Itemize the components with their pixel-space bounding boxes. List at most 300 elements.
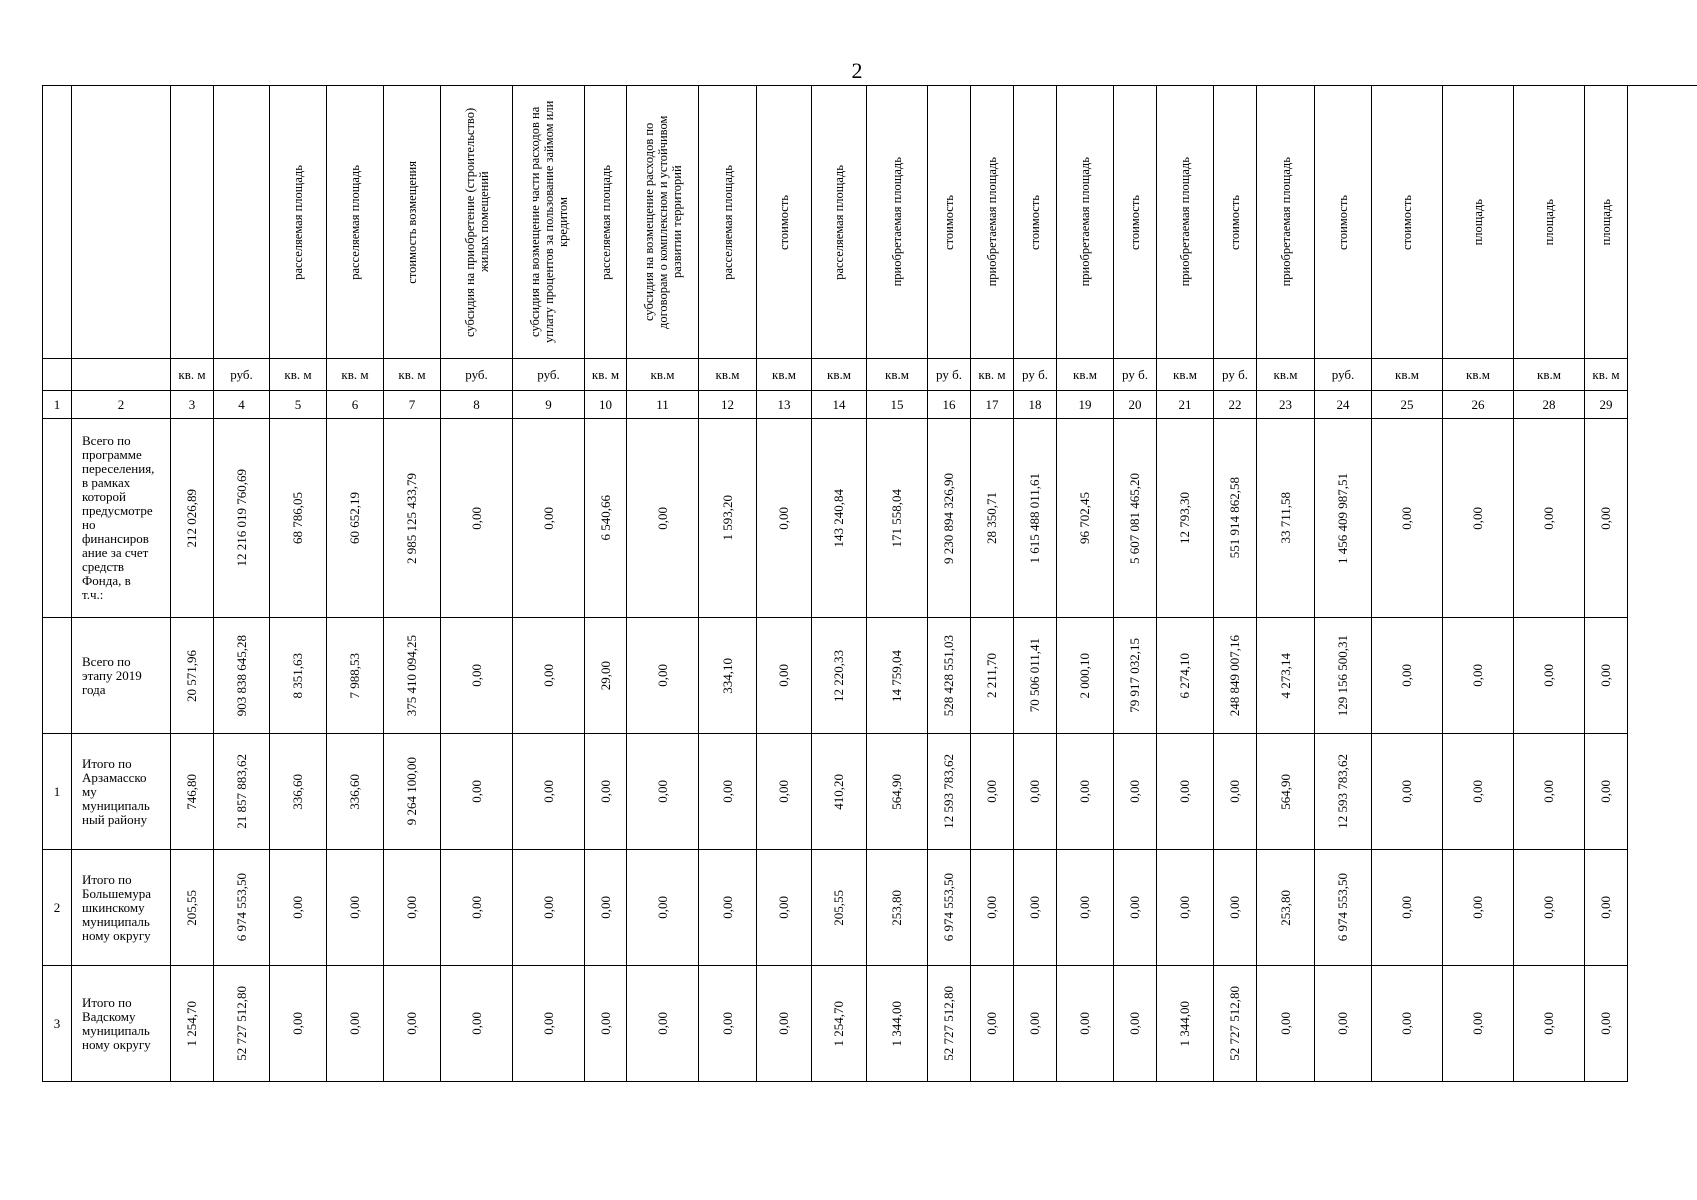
column-header-text: стоимость bbox=[777, 194, 791, 250]
value-cell bbox=[867, 966, 928, 1082]
table-row bbox=[43, 618, 1628, 734]
column-header bbox=[327, 86, 384, 359]
value-text: 0,00 bbox=[1077, 1012, 1092, 1035]
column-header bbox=[214, 86, 270, 359]
unit-cell: ру б. bbox=[928, 359, 971, 391]
column-header bbox=[699, 86, 757, 359]
column-number-cell: 3 bbox=[171, 391, 214, 419]
value-cell bbox=[1014, 734, 1057, 850]
column-header-text: расселяемая площадь bbox=[598, 164, 613, 280]
value-text: 0,00 bbox=[776, 1012, 791, 1035]
row-name-line: Итого по bbox=[82, 755, 132, 771]
value-cell bbox=[1214, 850, 1257, 966]
unit-cell: кв.м bbox=[1443, 359, 1514, 391]
value-cell bbox=[1014, 966, 1057, 1082]
value-cell bbox=[971, 850, 1014, 966]
value-cell bbox=[1157, 966, 1214, 1082]
value-cell bbox=[1257, 419, 1315, 618]
value-text: 0,00 bbox=[290, 896, 305, 919]
value-cell bbox=[971, 966, 1014, 1082]
column-header-text: приобретаемая площадь bbox=[890, 157, 904, 287]
row-name-line: этапу 2019 bbox=[82, 667, 142, 683]
value-text: 1 344,00 bbox=[889, 1000, 904, 1047]
value-text: 410,20 bbox=[831, 773, 846, 810]
column-number-cell: 16 bbox=[928, 391, 971, 419]
column-number-cell: 26 bbox=[1443, 391, 1514, 419]
value-cell bbox=[757, 966, 812, 1082]
value-text: 0,00 bbox=[1277, 1012, 1293, 1035]
row-name-line: Фонда, в bbox=[82, 573, 131, 588]
value-cell bbox=[214, 419, 270, 618]
value-text: 70 506 011,41 bbox=[1027, 638, 1042, 713]
value-text: 0,00 bbox=[1598, 780, 1613, 803]
row-name-line: в рамках bbox=[82, 475, 131, 490]
value-cell bbox=[214, 734, 270, 850]
value-text: 551 914 862,58 bbox=[1227, 477, 1242, 559]
value-text: 0,00 bbox=[1127, 1012, 1142, 1035]
value-cell bbox=[1157, 618, 1214, 734]
value-text: 0,00 bbox=[1598, 896, 1613, 919]
column-header-text: приобретаемая площадь bbox=[1078, 157, 1092, 287]
row-name-cell bbox=[72, 618, 171, 734]
value-text: 248 849 007,16 bbox=[1227, 634, 1242, 717]
value-text: 4 273,14 bbox=[1277, 652, 1293, 699]
header-row bbox=[43, 86, 1628, 359]
row-name-cell bbox=[72, 734, 171, 850]
column-number-cell: 12 bbox=[699, 391, 757, 419]
value-text: 0,00 bbox=[654, 1012, 670, 1035]
unit-cell: кв. м bbox=[1585, 359, 1628, 391]
value-cell bbox=[1114, 850, 1157, 966]
value-cell bbox=[1057, 618, 1114, 734]
value-cell bbox=[513, 734, 585, 850]
value-cell bbox=[1057, 419, 1114, 618]
unit-cell: кв. м bbox=[384, 359, 441, 391]
column-number-cell: 4 bbox=[214, 391, 270, 419]
column-header bbox=[1057, 86, 1114, 359]
column-header bbox=[1214, 86, 1257, 359]
column-header-text: приобретаемая площадь bbox=[1278, 157, 1293, 287]
value-text: 0,00 bbox=[1541, 896, 1556, 919]
value-text: 903 838 645,28 bbox=[233, 634, 249, 717]
value-cell bbox=[1443, 966, 1514, 1082]
value-text: 1 593,20 bbox=[719, 495, 735, 541]
value-text: 0,00 bbox=[597, 1012, 613, 1035]
value-text: 0,00 bbox=[1127, 896, 1142, 919]
value-cell bbox=[627, 850, 699, 966]
value-text: 0,00 bbox=[776, 506, 791, 530]
value-cell bbox=[1372, 850, 1443, 966]
column-header-text: расселяемая площадь bbox=[291, 164, 305, 280]
unit-cell: руб. bbox=[513, 359, 585, 391]
value-text: 0,00 bbox=[597, 896, 613, 919]
value-cell bbox=[1214, 966, 1257, 1082]
value-cell bbox=[327, 850, 384, 966]
value-text: 564,90 bbox=[889, 773, 904, 810]
value-cell bbox=[1514, 966, 1585, 1082]
value-cell bbox=[928, 966, 971, 1082]
row-name-line: программе bbox=[82, 447, 142, 462]
value-text: 6 974 553,50 bbox=[941, 873, 956, 942]
row-name-cell bbox=[72, 850, 171, 966]
value-cell bbox=[270, 734, 327, 850]
column-number-cell: 13 bbox=[757, 391, 812, 419]
row-name-line: Арзамасско bbox=[82, 769, 147, 785]
value-text: 12 216 019 760,69 bbox=[233, 469, 249, 567]
value-text: 8 351,63 bbox=[290, 652, 305, 699]
value-cell bbox=[867, 734, 928, 850]
column-number-cell: 7 bbox=[384, 391, 441, 419]
value-text: 0,00 bbox=[1470, 506, 1485, 530]
column-number-cell: 20 bbox=[1114, 391, 1157, 419]
column-number-cell: 28 bbox=[1514, 391, 1585, 419]
value-cell bbox=[812, 734, 867, 850]
row-name-line: Итого по bbox=[82, 994, 132, 1010]
value-cell bbox=[441, 850, 513, 966]
value-cell bbox=[585, 618, 627, 734]
value-cell bbox=[627, 618, 699, 734]
unit-cell: руб. bbox=[441, 359, 513, 391]
value-text: 0,00 bbox=[468, 896, 484, 919]
value-text: 0,00 bbox=[1399, 896, 1414, 919]
value-text: 205,55 bbox=[831, 889, 846, 926]
row-number-cell bbox=[43, 419, 72, 618]
column-number-cell: 23 bbox=[1257, 391, 1315, 419]
value-cell bbox=[1214, 618, 1257, 734]
value-text: 0,00 bbox=[1470, 780, 1485, 803]
column-header bbox=[928, 86, 971, 359]
value-cell bbox=[1157, 419, 1214, 618]
value-cell bbox=[699, 419, 757, 618]
unit-cell: кв. м bbox=[327, 359, 384, 391]
unit-cell: кв.м bbox=[1372, 359, 1443, 391]
column-header bbox=[1157, 86, 1214, 359]
value-text: 746,80 bbox=[184, 773, 199, 810]
value-text: 0,00 bbox=[1399, 664, 1414, 687]
row-name-line: года bbox=[82, 681, 106, 697]
value-text: 0,00 bbox=[776, 664, 791, 687]
value-text: 0,00 bbox=[290, 1012, 305, 1035]
value-cell bbox=[1114, 618, 1157, 734]
value-text: 52 727 512,80 bbox=[941, 986, 956, 1061]
column-header bbox=[441, 86, 513, 359]
row-name-cell bbox=[72, 419, 171, 618]
value-cell bbox=[867, 618, 928, 734]
row-name-cell bbox=[72, 966, 171, 1082]
value-cell bbox=[1214, 734, 1257, 850]
value-text: 0,00 bbox=[1541, 780, 1556, 803]
value-text: 29,00 bbox=[597, 660, 613, 691]
column-header bbox=[513, 86, 585, 359]
value-text: 12 220,33 bbox=[831, 649, 846, 702]
value-text: 129 156 500,31 bbox=[1335, 634, 1350, 717]
value-text: 143 240,84 bbox=[831, 488, 846, 548]
value-cell bbox=[812, 850, 867, 966]
column-number-cell: 1 bbox=[43, 391, 72, 419]
table-row bbox=[43, 850, 1628, 966]
value-cell bbox=[699, 850, 757, 966]
value-cell bbox=[1315, 734, 1372, 850]
column-number-cell: 5 bbox=[270, 391, 327, 419]
column-header bbox=[1114, 86, 1157, 359]
unit-cell: руб. bbox=[1315, 359, 1372, 391]
value-cell bbox=[585, 734, 627, 850]
column-header-text: расселяемая площадь bbox=[720, 164, 735, 280]
value-text: 1 456 409 987,51 bbox=[1335, 472, 1350, 564]
row-name-line: финансиров bbox=[82, 531, 149, 546]
column-header bbox=[270, 86, 327, 359]
value-cell bbox=[1443, 419, 1514, 618]
column-number-cell: 22 bbox=[1214, 391, 1257, 419]
value-text: 1 615 488 011,61 bbox=[1027, 472, 1042, 564]
value-cell bbox=[812, 419, 867, 618]
value-text: 52 727 512,80 bbox=[1227, 986, 1242, 1061]
value-cell bbox=[1372, 966, 1443, 1082]
row-name-line: предусмотре bbox=[82, 503, 153, 518]
value-text: 0,00 bbox=[404, 1012, 419, 1035]
column-number-cell: 6 bbox=[327, 391, 384, 419]
value-cell bbox=[384, 419, 441, 618]
row-name-line: шкинскому bbox=[82, 899, 145, 915]
value-cell bbox=[812, 618, 867, 734]
value-text: 0,00 bbox=[540, 896, 556, 919]
value-cell bbox=[384, 966, 441, 1082]
value-cell bbox=[1114, 966, 1157, 1082]
value-cell bbox=[1514, 734, 1585, 850]
value-text: 9 264 100,00 bbox=[404, 757, 419, 826]
column-number-cell: 17 bbox=[971, 391, 1014, 419]
column-header bbox=[1514, 86, 1585, 359]
column-header bbox=[1315, 86, 1372, 359]
column-number-cell: 10 bbox=[585, 391, 627, 419]
value-text: 2 000,10 bbox=[1077, 652, 1092, 699]
value-cell bbox=[327, 618, 384, 734]
unit-cell: кв.м bbox=[1057, 359, 1114, 391]
value-text: 9 230 894 326,90 bbox=[941, 472, 956, 564]
value-text: 0,00 bbox=[1227, 780, 1242, 803]
unit-cell: ру б. bbox=[1014, 359, 1057, 391]
unit-cell bbox=[72, 359, 171, 391]
column-header-text: расселяемая площадь bbox=[348, 164, 362, 280]
value-cell bbox=[1443, 618, 1514, 734]
column-header-text: расселяемая площадь bbox=[832, 164, 846, 280]
value-cell bbox=[1372, 419, 1443, 618]
unit-cell: кв. м bbox=[171, 359, 214, 391]
resettlement-table bbox=[42, 85, 1628, 1082]
value-cell bbox=[757, 734, 812, 850]
unit-cell: кв. м bbox=[270, 359, 327, 391]
unit-cell: кв.м bbox=[699, 359, 757, 391]
column-number-cell: 21 bbox=[1157, 391, 1214, 419]
value-cell bbox=[171, 419, 214, 618]
value-cell bbox=[214, 850, 270, 966]
column-header-text: стоимость bbox=[1400, 194, 1414, 250]
value-cell bbox=[928, 618, 971, 734]
value-cell bbox=[1585, 966, 1628, 1082]
value-text: 0,00 bbox=[654, 506, 670, 530]
row-name-line: средств bbox=[82, 559, 125, 574]
unit-cell: ру б. bbox=[1114, 359, 1157, 391]
units-row bbox=[43, 359, 1628, 391]
value-text: 0,00 bbox=[1127, 780, 1142, 803]
value-text: 253,80 bbox=[1277, 889, 1293, 926]
column-number-cell: 18 bbox=[1014, 391, 1057, 419]
column-header bbox=[627, 86, 699, 359]
value-text: 0,00 bbox=[984, 1012, 999, 1035]
value-text: 0,00 bbox=[654, 780, 670, 803]
value-text: 212 026,89 bbox=[184, 488, 199, 548]
page-edge-rule bbox=[1628, 85, 1697, 86]
value-text: 28 350,71 bbox=[984, 492, 999, 544]
column-header-text: стоимость bbox=[1228, 194, 1242, 250]
value-cell bbox=[270, 966, 327, 1082]
value-cell bbox=[1585, 734, 1628, 850]
value-text: 7 988,53 bbox=[347, 652, 362, 699]
value-text: 0,00 bbox=[1077, 780, 1092, 803]
value-text: 0,00 bbox=[1399, 1012, 1414, 1035]
value-text: 0,00 bbox=[1598, 506, 1613, 530]
value-cell bbox=[971, 734, 1014, 850]
value-cell bbox=[1114, 734, 1157, 850]
value-cell bbox=[384, 618, 441, 734]
value-cell bbox=[327, 966, 384, 1082]
value-cell bbox=[757, 850, 812, 966]
value-cell bbox=[585, 419, 627, 618]
unit-cell: кв. м bbox=[585, 359, 627, 391]
value-text: 336,60 bbox=[347, 773, 362, 810]
value-cell bbox=[1214, 419, 1257, 618]
value-cell bbox=[171, 966, 214, 1082]
value-cell bbox=[1257, 618, 1315, 734]
value-cell bbox=[171, 850, 214, 966]
unit-cell: кв.м bbox=[627, 359, 699, 391]
value-cell bbox=[867, 419, 928, 618]
value-cell bbox=[1057, 966, 1114, 1082]
row-name-line: Большемура bbox=[82, 885, 151, 901]
value-cell bbox=[812, 966, 867, 1082]
unit-cell: кв.м bbox=[757, 359, 812, 391]
value-cell bbox=[1372, 734, 1443, 850]
value-cell bbox=[513, 419, 585, 618]
value-cell bbox=[1157, 850, 1214, 966]
value-text: 0,00 bbox=[719, 780, 735, 803]
value-cell bbox=[928, 419, 971, 618]
value-text: 68 786,05 bbox=[290, 492, 305, 544]
value-text: 171 558,04 bbox=[889, 488, 904, 548]
value-text: 0,00 bbox=[1027, 1012, 1042, 1035]
value-text: 0,00 bbox=[1470, 1012, 1485, 1035]
column-header-text: площадь bbox=[1542, 198, 1556, 246]
column-header bbox=[867, 86, 928, 359]
column-number-cell: 8 bbox=[441, 391, 513, 419]
value-text: 0,00 bbox=[1027, 780, 1042, 803]
column-number-cell: 14 bbox=[812, 391, 867, 419]
value-text: 0,00 bbox=[1470, 896, 1485, 919]
column-numbers-row bbox=[43, 391, 1628, 419]
value-cell bbox=[1514, 419, 1585, 618]
value-text: 6 974 553,50 bbox=[233, 873, 249, 942]
value-text: 0,00 bbox=[1541, 1012, 1556, 1035]
value-text: 0,00 bbox=[1177, 896, 1192, 919]
value-cell bbox=[1315, 850, 1372, 966]
row-name-line: муниципаль bbox=[82, 797, 150, 813]
column-header-text: субсидия на возмещение части расходов на уплату процентов за пользование займом или кредитом bbox=[527, 100, 570, 344]
column-header-text: стоимость bbox=[1028, 194, 1042, 250]
value-text: 0,00 bbox=[984, 780, 999, 803]
column-header bbox=[384, 86, 441, 359]
value-cell bbox=[270, 850, 327, 966]
value-cell bbox=[1257, 966, 1315, 1082]
value-text: 60 652,19 bbox=[347, 492, 362, 544]
value-text: 0,00 bbox=[1027, 896, 1042, 919]
column-header bbox=[1585, 86, 1628, 359]
value-text: 528 428 551,03 bbox=[941, 634, 956, 717]
value-cell bbox=[384, 734, 441, 850]
value-text: 0,00 bbox=[1399, 780, 1414, 803]
value-text: 12 593 783,62 bbox=[1335, 754, 1350, 829]
value-cell bbox=[1315, 618, 1372, 734]
value-text: 0,00 bbox=[1598, 1012, 1613, 1035]
value-cell bbox=[1014, 419, 1057, 618]
row-name-line: ание за счет bbox=[82, 545, 149, 560]
row-name-line: т.ч.: bbox=[82, 587, 104, 602]
value-cell bbox=[971, 618, 1014, 734]
column-header bbox=[1443, 86, 1514, 359]
unit-cell bbox=[43, 359, 72, 391]
column-header bbox=[72, 86, 171, 359]
value-cell bbox=[928, 850, 971, 966]
value-text: 0,00 bbox=[468, 664, 484, 687]
column-number-cell: 25 bbox=[1372, 391, 1443, 419]
column-header bbox=[171, 86, 214, 359]
column-number-cell: 11 bbox=[627, 391, 699, 419]
column-header bbox=[43, 86, 72, 359]
value-cell bbox=[384, 850, 441, 966]
value-cell bbox=[627, 419, 699, 618]
value-cell bbox=[441, 419, 513, 618]
value-cell bbox=[757, 618, 812, 734]
value-cell bbox=[1585, 850, 1628, 966]
value-text: 52 727 512,80 bbox=[233, 986, 249, 1061]
column-header-text: стоимость bbox=[942, 194, 956, 250]
column-header-text: субсидия на возмещение расходов по договорам о комплексном и устойчивом развитии территорий bbox=[641, 115, 684, 329]
row-name-line: ному округу bbox=[82, 927, 151, 943]
column-header-text: приобретаемая площадь bbox=[985, 157, 999, 287]
value-text: 79 917 032,15 bbox=[1127, 638, 1142, 713]
value-cell bbox=[327, 419, 384, 618]
row-number-cell bbox=[43, 618, 72, 734]
value-cell bbox=[699, 966, 757, 1082]
value-text: 0,00 bbox=[1177, 780, 1192, 803]
value-cell bbox=[1157, 734, 1214, 850]
column-number-cell: 2 bbox=[72, 391, 171, 419]
column-number-cell: 15 bbox=[867, 391, 928, 419]
value-cell bbox=[1014, 850, 1057, 966]
row-number-cell: 3 bbox=[43, 966, 72, 1082]
value-text: 6 540,66 bbox=[597, 495, 613, 541]
value-cell bbox=[699, 734, 757, 850]
value-text: 0,00 bbox=[719, 1012, 735, 1035]
value-text: 6 974 553,50 bbox=[1335, 873, 1350, 942]
value-cell bbox=[513, 850, 585, 966]
column-header-text: стоимость bbox=[1128, 194, 1142, 250]
value-text: 0,00 bbox=[347, 896, 362, 919]
row-name-line: Всего по bbox=[82, 653, 131, 669]
value-cell bbox=[1372, 618, 1443, 734]
value-text: 33 711,58 bbox=[1277, 492, 1293, 544]
column-header-text: приобретаемая площадь bbox=[1178, 157, 1192, 287]
column-header bbox=[1372, 86, 1443, 359]
